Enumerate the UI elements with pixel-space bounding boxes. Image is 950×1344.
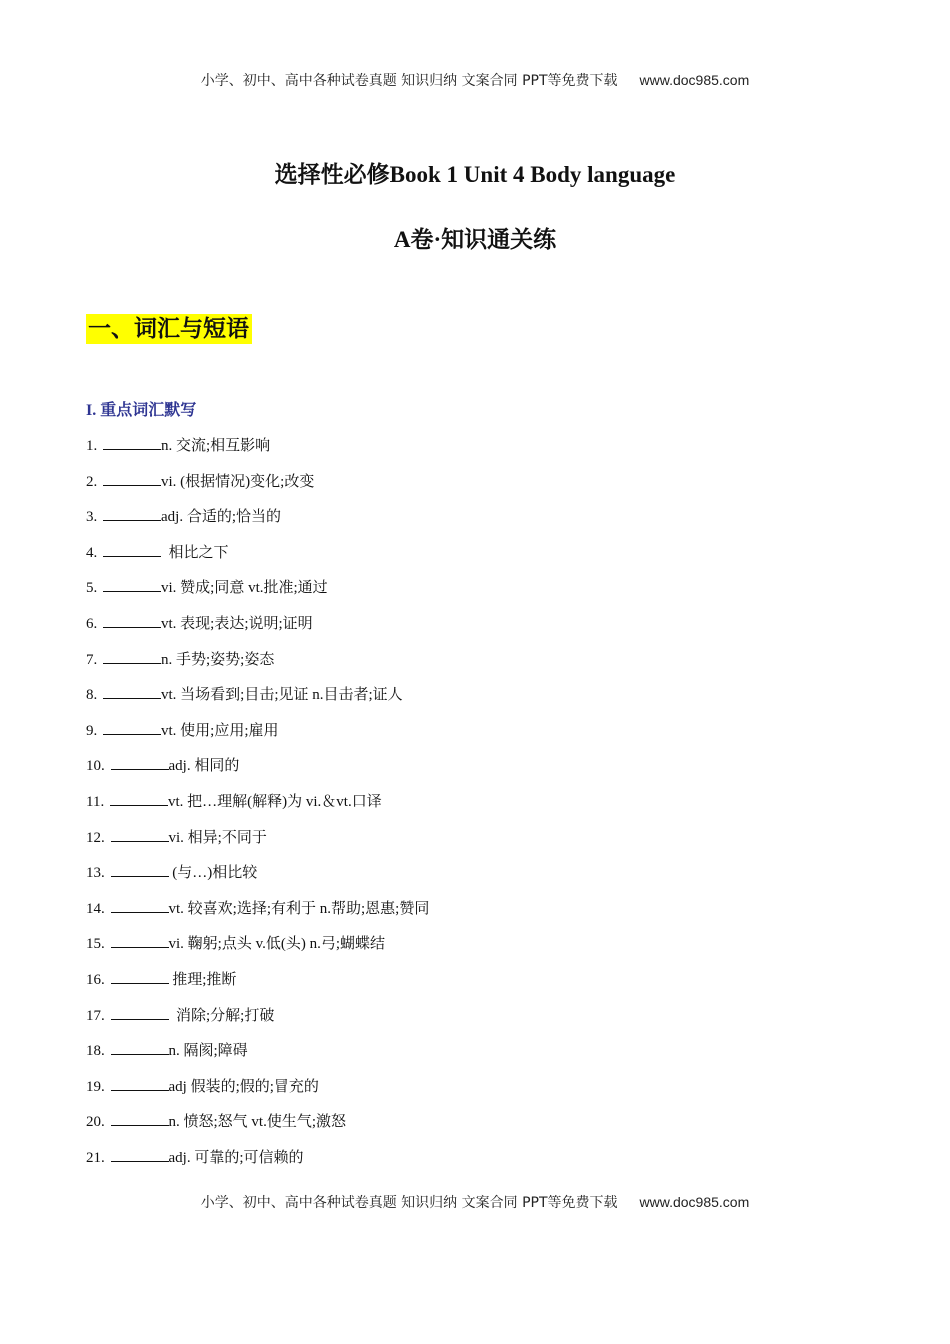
answer-blank[interactable] <box>111 1110 169 1126</box>
answer-blank[interactable] <box>111 932 169 948</box>
answer-blank[interactable] <box>103 612 161 628</box>
vocab-definition: adj 假装的;假的;冒充的 <box>168 1078 319 1095</box>
vocab-definition: (与…)相比较 <box>168 865 258 882</box>
vocab-item <box>86 719 429 755</box>
vocab-definition: n. 交流;相互影响 <box>161 438 271 454</box>
document-subtitle: A卷·知识通关练 <box>393 227 557 252</box>
vocab-item <box>86 826 429 862</box>
vocab-definition: adj. 合适的;恰当的 <box>161 509 281 526</box>
answer-blank[interactable] <box>103 576 161 592</box>
answer-blank[interactable] <box>103 719 161 735</box>
vocab-number: 19. <box>86 1078 105 1095</box>
vocab-definition: 消除;分解;打破 <box>168 1007 275 1024</box>
vocab-definition: 推理;推断 <box>168 971 237 988</box>
vocab-definition: adj. 相同的 <box>168 758 240 775</box>
vocab-definition: n. 手势;姿势;姿态 <box>161 651 275 668</box>
vocab-item <box>86 790 429 826</box>
vocab-definition: vi. 相异;不同于 <box>168 829 267 846</box>
vocab-definition: vi. 鞠躬;点头 v.低(头) n.弓;蝴蝶结 <box>168 936 386 953</box>
vocab-item <box>86 1004 429 1040</box>
vocab-number: 1. <box>86 438 98 454</box>
answer-blank[interactable] <box>111 826 169 842</box>
header-site-link[interactable]: www.doc985.com <box>639 72 750 88</box>
vocab-number: 14. <box>86 900 105 917</box>
vocab-definition: vt. 把…理解(解释)为 vi.＆vt.口译 <box>167 793 382 810</box>
vocab-item <box>86 1039 429 1075</box>
vocab-number: 21. <box>86 1149 105 1166</box>
page-header <box>0 70 950 90</box>
vocab-definition: n. 隔阂;障碍 <box>168 1043 248 1060</box>
vocab-item <box>86 505 429 541</box>
vocab-number: 18. <box>86 1043 105 1060</box>
vocab-number: 10. <box>86 758 105 775</box>
answer-blank[interactable] <box>111 1146 169 1162</box>
answer-blank[interactable] <box>103 683 161 699</box>
vocab-number: 16. <box>86 971 105 988</box>
answer-blank[interactable] <box>111 1075 169 1091</box>
vocab-definition: vt. 较喜欢;选择;有利于 n.帮助;恩惠;赞同 <box>168 900 430 917</box>
vocab-item <box>86 968 429 1004</box>
vocab-number: 7. <box>86 651 98 668</box>
answer-blank[interactable] <box>111 968 169 984</box>
vocab-definition: adj. 可靠的;可信赖的 <box>168 1149 304 1166</box>
vocab-definition: vi. (根据情况)变化;改变 <box>161 473 315 490</box>
footer-text: 小学、初中、高中各种试卷真题 知识归纳 文案合同 PPT等免费下载 <box>200 1195 618 1211</box>
answer-blank[interactable] <box>111 1004 169 1020</box>
page-footer <box>0 1192 950 1212</box>
vocab-item <box>86 1110 429 1146</box>
vocab-number: 20. <box>86 1114 105 1131</box>
answer-blank[interactable] <box>103 434 161 450</box>
vocab-definition: vt. 当场看到;目击;见证 n.目击者;证人 <box>161 687 403 704</box>
vocab-number: 2. <box>86 473 98 490</box>
vocab-item <box>86 861 429 897</box>
vocab-number: 11. <box>86 793 105 810</box>
vocab-definition: vt. 表现;表达;说明;证明 <box>161 615 313 632</box>
document-title: 选择性必修Book 1 Unit 4 Body language <box>274 162 676 187</box>
vocab-number: 15. <box>86 936 105 953</box>
vocab-number: 13. <box>86 865 105 882</box>
vocab-definition: vt. 使用;应用;雇用 <box>161 722 279 739</box>
answer-blank[interactable] <box>103 648 161 664</box>
vocab-item <box>86 541 429 577</box>
vocab-item <box>86 1146 429 1182</box>
answer-blank[interactable] <box>110 790 168 806</box>
vocab-item <box>86 576 429 612</box>
vocab-number: 12. <box>86 829 105 846</box>
answer-blank[interactable] <box>111 861 169 877</box>
vocab-item <box>86 1075 429 1111</box>
answer-blank[interactable] <box>103 541 161 557</box>
answer-blank[interactable] <box>103 505 161 521</box>
vocab-item <box>86 683 429 719</box>
vocab-item <box>86 648 429 684</box>
vocab-definition: vi. 赞成;同意 vt.批准;通过 <box>161 580 328 597</box>
vocab-definition: n. 愤怒;怒气 vt.使生气;激怒 <box>168 1114 347 1131</box>
vocab-item <box>86 470 429 506</box>
vocab-list <box>86 434 429 1181</box>
vocab-number: 9. <box>86 722 98 739</box>
vocab-number: 5. <box>86 580 98 597</box>
answer-blank[interactable] <box>111 754 169 770</box>
section-heading: 一、词汇与短语 <box>86 314 252 344</box>
vocab-number: 6. <box>86 615 98 632</box>
answer-blank[interactable] <box>103 470 161 486</box>
vocab-item <box>86 754 429 790</box>
vocab-item <box>86 612 429 648</box>
answer-blank[interactable] <box>111 897 169 913</box>
vocab-number: 8. <box>86 687 98 704</box>
header-text: 小学、初中、高中各种试卷真题 知识归纳 文案合同 PPT等免费下载 <box>200 73 618 89</box>
vocab-definition: 相比之下 <box>161 544 229 561</box>
footer-site-link[interactable]: www.doc985.com <box>639 1194 750 1210</box>
vocab-item <box>86 897 429 933</box>
answer-blank[interactable] <box>111 1039 169 1055</box>
vocab-number: 17. <box>86 1007 105 1024</box>
subsection-heading: I. 重点词汇默写 <box>86 402 197 419</box>
vocab-number: 4. <box>86 544 98 561</box>
vocab-number: 3. <box>86 509 98 526</box>
vocab-item <box>86 932 429 968</box>
vocab-item <box>86 434 429 470</box>
